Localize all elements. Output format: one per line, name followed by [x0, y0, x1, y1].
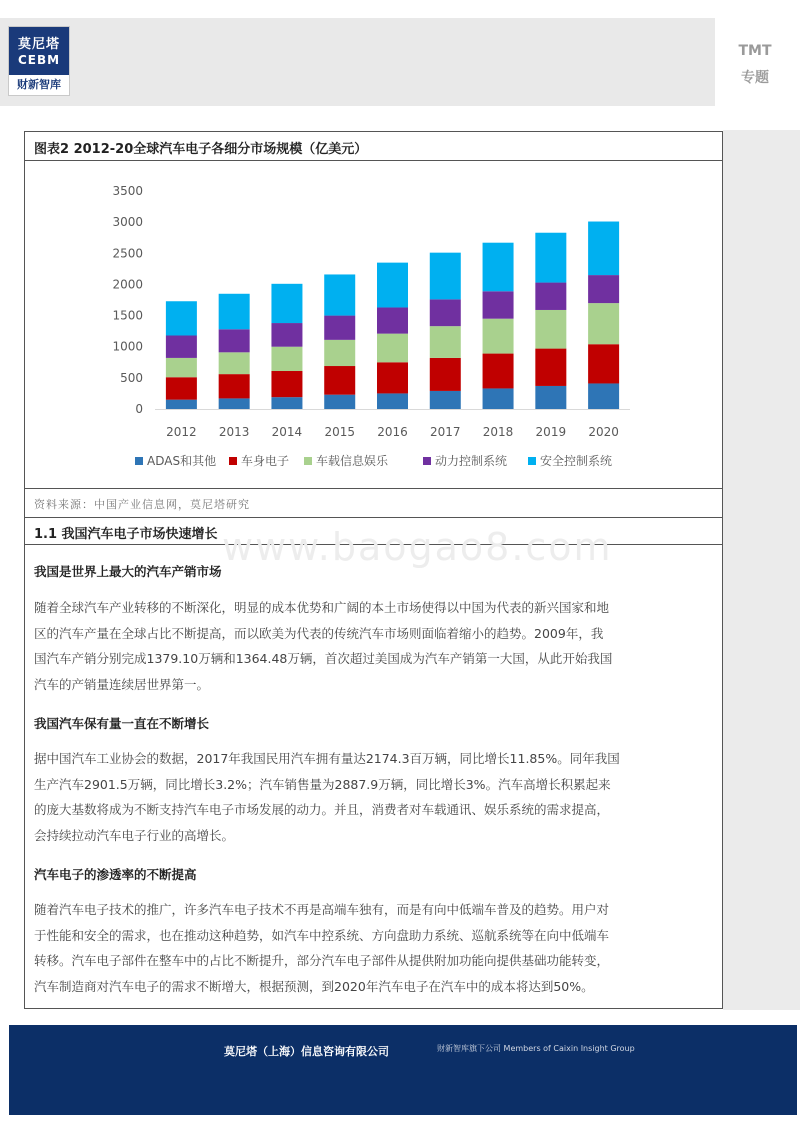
- bar-segment: [483, 388, 514, 409]
- bar-segment: [271, 323, 302, 347]
- x-tick-label: 2017: [430, 425, 461, 439]
- bar-segment: [377, 334, 408, 363]
- bar-segment: [271, 371, 302, 397]
- paragraph-1: [34, 595, 714, 697]
- paragraph-3-heading: 汽车电子的渗透率的不断提高: [34, 867, 197, 882]
- paragraph-3-line: 随着汽车电子技术的推广，许多汽车电子技术不再是高端车独有，而是有向中低端车普及的趋势。用户对: [34, 902, 610, 917]
- x-tick-label: 2018: [482, 425, 514, 439]
- bar-segment: [377, 393, 408, 409]
- logo-cn-text: 莫尼塔: [17, 37, 60, 52]
- legend-swatch: [528, 457, 536, 465]
- bar-segment: [377, 362, 408, 393]
- paragraph-2: [34, 746, 714, 848]
- footer-group-text: 财新智库旗下公司 Members of Caixin Insight Group: [437, 1044, 635, 1053]
- paragraph-1-line: 国汽车产销分别完成1379.10万辆和1364.48万辆，首次超过美国成为汽车产销第一大国，从此开始我国: [34, 651, 613, 666]
- bar-segment: [430, 326, 461, 358]
- bar-segment: [324, 316, 355, 340]
- paragraph-1-heading: 我国是世界上最大的汽车产销市场: [34, 564, 222, 579]
- paragraph-3: [34, 897, 714, 999]
- y-tick-label: 0: [135, 402, 143, 416]
- bar-segment: [166, 336, 197, 358]
- bar-segment: [219, 294, 250, 330]
- legend-label: ADAS和其他: [147, 454, 217, 468]
- bar-segment: [535, 283, 566, 310]
- bar-segment: [219, 352, 250, 374]
- legend-label: 车身电子: [241, 454, 290, 468]
- bar-segment: [324, 274, 355, 315]
- figure-source: 资料来源：中国产业信息网，莫尼塔研究: [25, 488, 722, 518]
- side-strip: [723, 130, 800, 1010]
- x-tick-label: 2013: [218, 425, 250, 439]
- paragraph-2-line: 据中国汽车工业协会的数据，2017年我国民用汽车拥有量达2174.3百万辆，同比增长11.85%。同年我国: [34, 751, 620, 766]
- bar-segment: [430, 299, 461, 326]
- bar-segment: [483, 243, 514, 292]
- bar-segment: [271, 284, 302, 323]
- side-category-label: [731, 38, 779, 92]
- y-tick-label: 2500: [112, 246, 143, 261]
- bar-segment: [219, 329, 250, 352]
- bar-segment: [271, 397, 302, 409]
- y-tick-label: 1000: [112, 339, 143, 354]
- bar-segment: [588, 383, 619, 409]
- legend-label: 动力控制系统: [435, 454, 508, 468]
- footer: [9, 1025, 797, 1115]
- paragraph-2-line: 生产汽车2901.5万辆，同比增长3.2%；汽车销售量为2887.9万辆，同比增长3%。汽车高增长积累起来: [34, 776, 611, 792]
- y-tick-label: 3500: [112, 184, 143, 198]
- bar-segment: [535, 310, 566, 349]
- bar-segment: [166, 301, 197, 335]
- bar-segment: [483, 291, 514, 318]
- paragraph-3-line: 汽车制造商对汽车电子的需求不断增大，根据预测，到2020年汽车电子在汽车中的成本将达到50%。: [34, 978, 594, 994]
- bar-segment: [588, 275, 619, 303]
- bar-segment: [430, 253, 461, 300]
- bar-segment: [430, 391, 461, 409]
- logo-mark: [9, 27, 69, 75]
- legend-label: 安全控制系统: [540, 454, 613, 468]
- company-logo: [8, 26, 70, 96]
- x-tick-label: 2015: [324, 425, 355, 439]
- x-tick-label: 2012: [166, 425, 197, 439]
- header-band: [0, 18, 715, 106]
- x-tick-label: 2020: [588, 425, 619, 439]
- bar-segment: [166, 377, 197, 399]
- legend-swatch: [423, 457, 431, 465]
- paragraph-1-line: 区的汽车产量在全球占比不断提高，而以欧美为代表的传统汽车市场则面临着缩小的趋势。2009年，我: [34, 625, 604, 641]
- chart-area: [25, 161, 722, 488]
- stacked-bar-chart: [25, 161, 722, 488]
- figure-title: 图表2 2012-20全球汽车电子各细分市场规模（亿美元）: [25, 132, 722, 161]
- bar-segment: [430, 358, 461, 391]
- paragraph-3-line: 转移。汽车电子部件在整车中的占比不断提升，部分汽车电子部件从提供附加功能向提供基础功能转变，: [34, 953, 610, 968]
- bar-segment: [588, 344, 619, 383]
- bar-segment: [324, 395, 355, 409]
- bar-segment: [166, 358, 197, 377]
- logo-en-text: CEBM: [17, 53, 61, 67]
- side-label-line1: TMT: [738, 43, 772, 59]
- bar-segment: [324, 366, 355, 395]
- legend-label: 车载信息娱乐: [316, 454, 389, 468]
- bar-segment: [535, 349, 566, 386]
- bar-segment: [219, 398, 250, 409]
- bar-segment: [377, 307, 408, 333]
- bar-segment: [377, 263, 408, 308]
- y-tick-label: 2000: [112, 277, 143, 292]
- section-heading: 1.1 我国汽车电子市场快速增长: [25, 518, 722, 545]
- bar-segment: [166, 400, 197, 409]
- legend-swatch: [304, 457, 312, 465]
- paragraph-2-line: 会持续拉动汽车电子行业的高增长。: [34, 827, 235, 843]
- bar-segment: [588, 222, 619, 276]
- y-tick-label: 3000: [112, 215, 143, 230]
- paragraph-2-line: 的庞大基数将成为不断支持汽车电子市场发展的动力。并且，消费者对车载通讯、娱乐系统的需求提高，: [34, 802, 610, 817]
- legend-swatch: [135, 457, 143, 465]
- x-tick-label: 2016: [377, 425, 408, 439]
- paragraph-2-heading: 我国汽车保有量一直在不断增长: [34, 716, 210, 731]
- bar-segment: [483, 354, 514, 389]
- y-tick-label: 500: [120, 370, 143, 385]
- y-tick-label: 1500: [112, 308, 143, 323]
- content-box: [24, 131, 723, 1009]
- side-label-line2: 专题: [741, 70, 769, 86]
- paragraph-1-line: 汽车的产销量连续居世界第一。: [34, 676, 210, 692]
- bar-segment: [535, 233, 566, 283]
- footer-company-name: 莫尼塔（上海）信息咨询有限公司: [224, 1045, 389, 1058]
- paragraph-1-line: 随着全球汽车产业转移的不断深化，明显的成本优势和广阔的本土市场使得以中国为代表的新兴国家和地: [34, 600, 610, 615]
- paragraph-3-line: 于性能和安全的需求，也在推动这种趋势，如汽车中控系统、方向盘助力系统、巡航系统等在向中低端车: [34, 927, 610, 943]
- logo-sub-text: 财新智库: [17, 78, 61, 91]
- bar-segment: [535, 386, 566, 409]
- bar-segment: [483, 319, 514, 354]
- bar-segment: [271, 347, 302, 371]
- legend-swatch: [229, 457, 237, 465]
- watermark: www.baogao8.com: [222, 525, 613, 569]
- bar-segment: [588, 303, 619, 344]
- x-tick-label: 2014: [271, 425, 303, 439]
- bar-segment: [324, 340, 355, 366]
- bar-segment: [219, 374, 250, 398]
- x-tick-label: 2019: [535, 425, 567, 439]
